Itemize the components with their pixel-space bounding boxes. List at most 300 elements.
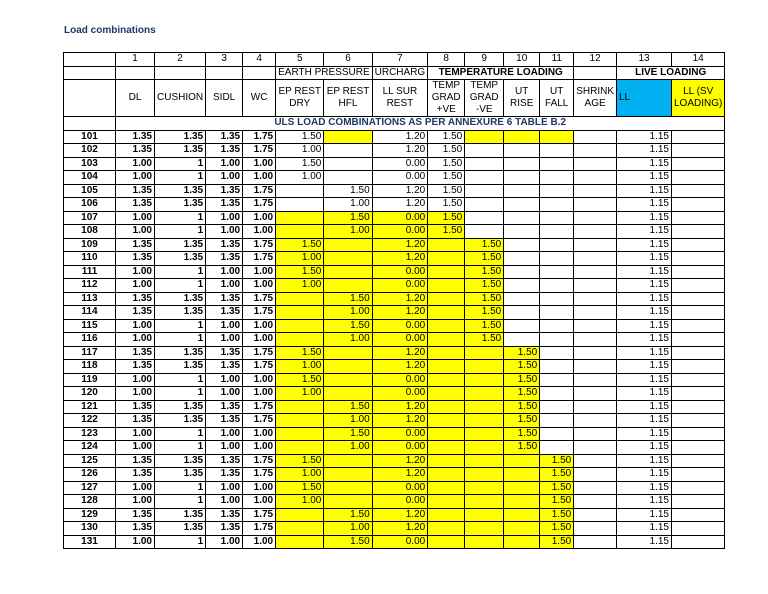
- cell-dl: 1.35: [116, 198, 155, 212]
- cell-dl: 1.00: [116, 535, 155, 549]
- cell-ep-rest-hfl: 1.00: [324, 225, 372, 239]
- col-number: 9: [465, 53, 504, 67]
- temperature-loading-group: TEMPERATURE LOADING: [428, 66, 574, 80]
- cell-ut-fall: 1.50: [540, 535, 574, 549]
- cell-temp-grad-neg: [465, 144, 504, 158]
- cell-ep-rest-dry: 1.00: [276, 279, 324, 293]
- cell-ll: 1.15: [617, 184, 672, 198]
- cell-temp-grad-pos: [428, 441, 465, 455]
- cell-dl: 1.00: [116, 373, 155, 387]
- combination-id: 127: [64, 481, 116, 495]
- table-row: [64, 157, 725, 171]
- cell-temp-grad-neg: [465, 225, 504, 239]
- cell-sidl: 1.00: [206, 373, 243, 387]
- cell-dl: 1.35: [116, 252, 155, 266]
- combination-id: 128: [64, 495, 116, 509]
- cell-ut-rise: [504, 157, 540, 171]
- table-subtitle: ULS LOAD COMBINATIONS AS PER ANNEXURE 6 TABLE B.2: [116, 117, 725, 131]
- cell-ll: 1.15: [617, 333, 672, 347]
- cell-ll-sur-rest: 1.20: [372, 346, 428, 360]
- cell-ep-rest-dry: 1.50: [276, 157, 324, 171]
- cell-ut-rise: 1.50: [504, 400, 540, 414]
- cell-dl: 1.35: [116, 292, 155, 306]
- cell-wc: 1.00: [243, 481, 276, 495]
- cell-ll-sv: [672, 400, 725, 414]
- cell-dl: 1.00: [116, 387, 155, 401]
- combination-id: 121: [64, 400, 116, 414]
- cell-ut-rise: 1.50: [504, 373, 540, 387]
- cell-temp-grad-neg: [465, 414, 504, 428]
- cell-ep-rest-dry: [276, 198, 324, 212]
- cell-ep-rest-hfl: 1.00: [324, 414, 372, 428]
- cell-ll-sv: [672, 306, 725, 320]
- cell-ll-sur-rest: 1.20: [372, 522, 428, 536]
- cell-temp-grad-neg: [465, 535, 504, 549]
- cell-sidl: 1.35: [206, 184, 243, 198]
- cell-ll: 1.15: [617, 535, 672, 549]
- earth-pressure-group: EARTH PRESSURE: [276, 66, 373, 80]
- cell-temp-grad-neg: [465, 198, 504, 212]
- cell-ep-rest-dry: 1.00: [276, 144, 324, 158]
- cell-dl: 1.35: [116, 454, 155, 468]
- cell-ep-rest-dry: [276, 535, 324, 549]
- cell-wc: 1.75: [243, 306, 276, 320]
- cell-shrinkage: [574, 427, 617, 441]
- combination-id: 104: [64, 171, 116, 185]
- cell-ep-rest-dry: 1.00: [276, 171, 324, 185]
- cell-sidl: 1.35: [206, 306, 243, 320]
- cell-ut-rise: [504, 225, 540, 239]
- cell-ep-rest-hfl: 1.00: [324, 441, 372, 455]
- col-header-dl: DL: [116, 80, 155, 117]
- cell-shrinkage: [574, 157, 617, 171]
- cell-wc: 1.00: [243, 333, 276, 347]
- cell-sidl: 1.00: [206, 441, 243, 455]
- cell-ll: 1.15: [617, 198, 672, 212]
- cell-ut-rise: 1.50: [504, 414, 540, 428]
- cell-ll-sur-rest: 1.20: [372, 252, 428, 266]
- cell-ep-rest-hfl: [324, 495, 372, 509]
- cell-dl: 1.00: [116, 265, 155, 279]
- col-number: 5: [276, 53, 324, 67]
- cell-temp-grad-neg: [465, 211, 504, 225]
- cell-dl: 1.00: [116, 225, 155, 239]
- cell-ut-rise: [504, 265, 540, 279]
- cell-sidl: 1.35: [206, 522, 243, 536]
- cell-dl: 1.35: [116, 184, 155, 198]
- cell-ut-rise: [504, 211, 540, 225]
- cell-sidl: 1.00: [206, 171, 243, 185]
- combination-id: 102: [64, 144, 116, 158]
- cell-temp-grad-pos: 1.50: [428, 144, 465, 158]
- cell-ut-fall: [540, 441, 574, 455]
- cell-ll-sur-rest: 1.20: [372, 130, 428, 144]
- cell-temp-grad-pos: [428, 238, 465, 252]
- cell-ep-rest-hfl: 1.50: [324, 292, 372, 306]
- cell-cushion: 1: [155, 157, 206, 171]
- cell-temp-grad-neg: [465, 387, 504, 401]
- cell-shrinkage: [574, 279, 617, 293]
- cell-temp-grad-neg: [465, 427, 504, 441]
- cell-ll-sv: [672, 292, 725, 306]
- combination-id: 119: [64, 373, 116, 387]
- cell-ep-rest-dry: 1.50: [276, 238, 324, 252]
- cell-shrinkage: [574, 171, 617, 185]
- cell-ll-sur-rest: 1.20: [372, 306, 428, 320]
- cell-ut-fall: [540, 333, 574, 347]
- cell-cushion: 1.35: [155, 346, 206, 360]
- combination-id: 123: [64, 427, 116, 441]
- cell-ll: 1.15: [617, 495, 672, 509]
- cell-cushion: 1: [155, 441, 206, 455]
- group-header-row: [64, 66, 725, 80]
- cell-ll: 1.15: [617, 211, 672, 225]
- table-row: [64, 360, 725, 374]
- col-header-shrinkage: SHRINK AGE: [574, 80, 617, 117]
- cell-ll-sur-rest: 0.00: [372, 265, 428, 279]
- cell-ll-sur-rest: 1.20: [372, 414, 428, 428]
- cell-wc: 1.00: [243, 373, 276, 387]
- cell-shrinkage: [574, 400, 617, 414]
- table-row: [64, 252, 725, 266]
- cell-ll-sur-rest: 0.00: [372, 373, 428, 387]
- combination-id: 103: [64, 157, 116, 171]
- combination-id: 110: [64, 252, 116, 266]
- cell-ep-rest-hfl: 1.50: [324, 211, 372, 225]
- cell-ep-rest-hfl: 1.50: [324, 400, 372, 414]
- empty-cell: [574, 66, 617, 80]
- table-row: [64, 171, 725, 185]
- combination-id: 101: [64, 130, 116, 144]
- combination-id: 126: [64, 468, 116, 482]
- combination-id: 114: [64, 306, 116, 320]
- cell-dl: 1.35: [116, 522, 155, 536]
- combination-id: 111: [64, 265, 116, 279]
- cell-dl: 1.35: [116, 130, 155, 144]
- cell-ep-rest-dry: [276, 414, 324, 428]
- cell-ll-sv: [672, 319, 725, 333]
- cell-temp-grad-neg: [465, 171, 504, 185]
- cell-shrinkage: [574, 306, 617, 320]
- cell-sidl: 1.35: [206, 454, 243, 468]
- cell-ll-sv: [672, 468, 725, 482]
- col-number: 11: [540, 53, 574, 67]
- cell-ut-rise: [504, 333, 540, 347]
- cell-temp-grad-pos: [428, 454, 465, 468]
- cell-ut-fall: 1.50: [540, 522, 574, 536]
- cell-cushion: 1.35: [155, 252, 206, 266]
- cell-dl: 1.35: [116, 400, 155, 414]
- cell-ut-fall: [540, 279, 574, 293]
- cell-dl: 1.35: [116, 238, 155, 252]
- table-row: [64, 225, 725, 239]
- cell-ll-sur-rest: 0.00: [372, 225, 428, 239]
- cell-cushion: 1: [155, 265, 206, 279]
- cell-ep-rest-dry: [276, 400, 324, 414]
- cell-ll-sv: [672, 157, 725, 171]
- cell-ll-sv: [672, 414, 725, 428]
- table-row: [64, 265, 725, 279]
- col-header-ep-rest-dry: EP REST DRY: [276, 80, 324, 117]
- col-header-temp-grad-pos: TEMP GRAD +VE: [428, 80, 465, 117]
- cell-ll-sv: [672, 387, 725, 401]
- cell-ep-rest-dry: 1.50: [276, 346, 324, 360]
- cell-ll: 1.15: [617, 522, 672, 536]
- cell-shrinkage: [574, 522, 617, 536]
- cell-ut-rise: [504, 481, 540, 495]
- cell-shrinkage: [574, 333, 617, 347]
- cell-ut-rise: 1.50: [504, 441, 540, 455]
- cell-ll-sur-rest: 1.20: [372, 292, 428, 306]
- empty-cell: [64, 80, 116, 117]
- cell-ut-rise: 1.50: [504, 360, 540, 374]
- table-row: [64, 306, 725, 320]
- cell-ll: 1.15: [617, 306, 672, 320]
- cell-cushion: 1: [155, 171, 206, 185]
- cell-temp-grad-pos: [428, 414, 465, 428]
- cell-wc: 1.00: [243, 279, 276, 293]
- cell-ll-sv: [672, 535, 725, 549]
- cell-cushion: 1: [155, 427, 206, 441]
- cell-ep-rest-hfl: [324, 265, 372, 279]
- cell-temp-grad-pos: [428, 279, 465, 293]
- table-row: [64, 468, 725, 482]
- cell-ut-fall: [540, 292, 574, 306]
- cell-dl: 1.00: [116, 171, 155, 185]
- cell-shrinkage: [574, 373, 617, 387]
- cell-temp-grad-pos: [428, 373, 465, 387]
- cell-ll: 1.15: [617, 414, 672, 428]
- table-row: [64, 508, 725, 522]
- cell-wc: 1.00: [243, 225, 276, 239]
- cell-ut-rise: [504, 495, 540, 509]
- page-title: Load combinations: [64, 25, 156, 36]
- cell-wc: 1.75: [243, 454, 276, 468]
- cell-ll-sv: [672, 171, 725, 185]
- cell-ut-fall: [540, 198, 574, 212]
- cell-wc: 1.00: [243, 319, 276, 333]
- cell-dl: 1.00: [116, 333, 155, 347]
- cell-wc: 1.75: [243, 522, 276, 536]
- table-row: [64, 400, 725, 414]
- cell-wc: 1.75: [243, 400, 276, 414]
- cell-ll-sur-rest: 0.00: [372, 171, 428, 185]
- cell-temp-grad-neg: [465, 522, 504, 536]
- combination-id: 109: [64, 238, 116, 252]
- col-number: 2: [155, 53, 206, 67]
- cell-cushion: 1.35: [155, 508, 206, 522]
- cell-ll-sur-rest: 1.20: [372, 184, 428, 198]
- cell-ep-rest-dry: [276, 508, 324, 522]
- cell-ll: 1.15: [617, 130, 672, 144]
- cell-cushion: 1.35: [155, 454, 206, 468]
- cell-temp-grad-pos: 1.50: [428, 171, 465, 185]
- cell-shrinkage: [574, 252, 617, 266]
- cell-ep-rest-hfl: [324, 454, 372, 468]
- cell-temp-grad-pos: [428, 306, 465, 320]
- cell-ll-sur-rest: 0.00: [372, 157, 428, 171]
- cell-ut-rise: [504, 238, 540, 252]
- combination-id: 118: [64, 360, 116, 374]
- cell-temp-grad-neg: [465, 157, 504, 171]
- cell-temp-grad-neg: [465, 481, 504, 495]
- cell-shrinkage: [574, 481, 617, 495]
- cell-ll-sv: [672, 211, 725, 225]
- cell-temp-grad-pos: [428, 252, 465, 266]
- combination-id: 131: [64, 535, 116, 549]
- cell-ep-rest-hfl: [324, 171, 372, 185]
- combination-id: 130: [64, 522, 116, 536]
- cell-ll: 1.15: [617, 144, 672, 158]
- col-header-ll: LL: [617, 80, 672, 117]
- table-row: [64, 198, 725, 212]
- cell-wc: 1.00: [243, 441, 276, 455]
- cell-ut-rise: [504, 508, 540, 522]
- cell-temp-grad-neg: 1.50: [465, 306, 504, 320]
- col-header-ut-fall: UT FALL: [540, 80, 574, 117]
- cell-ll-sv: [672, 225, 725, 239]
- cell-sidl: 1.35: [206, 400, 243, 414]
- cell-ll-sur-rest: 1.20: [372, 454, 428, 468]
- cell-ep-rest-dry: [276, 292, 324, 306]
- cell-sidl: 1.00: [206, 225, 243, 239]
- table-row: [64, 279, 725, 293]
- cell-ep-rest-dry: [276, 522, 324, 536]
- cell-ep-rest-dry: 1.00: [276, 360, 324, 374]
- cell-shrinkage: [574, 198, 617, 212]
- cell-sidl: 1.35: [206, 144, 243, 158]
- cell-ut-fall: [540, 360, 574, 374]
- cell-dl: 1.35: [116, 306, 155, 320]
- col-number: 13: [617, 53, 672, 67]
- cell-ll-sv: [672, 481, 725, 495]
- combination-id: 115: [64, 319, 116, 333]
- table-row: [64, 481, 725, 495]
- cell-ep-rest-dry: 1.00: [276, 387, 324, 401]
- cell-temp-grad-pos: [428, 468, 465, 482]
- cell-ut-fall: [540, 252, 574, 266]
- col-number: 10: [504, 53, 540, 67]
- col-header-temp-grad-neg: TEMP GRAD -VE: [465, 80, 504, 117]
- cell-dl: 1.35: [116, 414, 155, 428]
- cell-wc: 1.75: [243, 144, 276, 158]
- live-loading-group: LIVE LOADING: [617, 66, 725, 80]
- cell-ll-sv: [672, 427, 725, 441]
- cell-ll-sv: [672, 184, 725, 198]
- cell-sidl: 1.35: [206, 238, 243, 252]
- cell-temp-grad-neg: 1.50: [465, 265, 504, 279]
- cell-temp-grad-neg: [465, 130, 504, 144]
- cell-sidl: 1.00: [206, 279, 243, 293]
- cell-ut-fall: 1.50: [540, 468, 574, 482]
- cell-shrinkage: [574, 211, 617, 225]
- cell-ll-sv: [672, 373, 725, 387]
- table-row: [64, 319, 725, 333]
- col-number: 14: [672, 53, 725, 67]
- col-number: 8: [428, 53, 465, 67]
- cell-ut-rise: [504, 522, 540, 536]
- table-row: [64, 522, 725, 536]
- cell-ll-sur-rest: 0.00: [372, 427, 428, 441]
- cell-sidl: 1.35: [206, 252, 243, 266]
- cell-ll-sv: [672, 522, 725, 536]
- cell-ll-sv: [672, 508, 725, 522]
- cell-wc: 1.00: [243, 211, 276, 225]
- cell-ep-rest-dry: 1.00: [276, 252, 324, 266]
- surcharge-group: URCHARG: [372, 66, 428, 80]
- cell-sidl: 1.00: [206, 319, 243, 333]
- cell-wc: 1.00: [243, 171, 276, 185]
- cell-ut-rise: 1.50: [504, 346, 540, 360]
- cell-ll-sur-rest: 0.00: [372, 279, 428, 293]
- col-header-ll-sur-rest: LL SUR REST: [372, 80, 428, 117]
- cell-ll-sur-rest: 1.20: [372, 400, 428, 414]
- cell-temp-grad-neg: [465, 495, 504, 509]
- cell-sidl: 1.00: [206, 427, 243, 441]
- col-number: 1: [116, 53, 155, 67]
- empty-cell: [116, 66, 155, 80]
- cell-cushion: 1: [155, 279, 206, 293]
- cell-ll-sur-rest: 1.20: [372, 508, 428, 522]
- table-row: [64, 495, 725, 509]
- table-row: [64, 387, 725, 401]
- combination-id: 117: [64, 346, 116, 360]
- cell-ut-fall: [540, 171, 574, 185]
- cell-temp-grad-neg: 1.50: [465, 319, 504, 333]
- cell-ll-sur-rest: 1.20: [372, 360, 428, 374]
- cell-ep-rest-hfl: 1.50: [324, 535, 372, 549]
- col-number: 6: [324, 53, 372, 67]
- cell-ep-rest-dry: 1.00: [276, 468, 324, 482]
- cell-ut-rise: [504, 130, 540, 144]
- cell-sidl: 1.00: [206, 535, 243, 549]
- cell-shrinkage: [574, 346, 617, 360]
- cell-ll: 1.15: [617, 319, 672, 333]
- cell-ut-fall: [540, 346, 574, 360]
- cell-ll-sur-rest: 1.20: [372, 144, 428, 158]
- cell-wc: 1.75: [243, 130, 276, 144]
- empty-cell: [64, 117, 116, 131]
- cell-ep-rest-hfl: 1.50: [324, 427, 372, 441]
- cell-ep-rest-dry: [276, 319, 324, 333]
- cell-cushion: 1.35: [155, 360, 206, 374]
- cell-ll-sv: [672, 130, 725, 144]
- cell-sidl: 1.00: [206, 387, 243, 401]
- cell-dl: 1.35: [116, 144, 155, 158]
- cell-ll: 1.15: [617, 279, 672, 293]
- cell-sidl: 1.35: [206, 130, 243, 144]
- cell-temp-grad-neg: [465, 360, 504, 374]
- cell-sidl: 1.35: [206, 360, 243, 374]
- cell-cushion: 1.35: [155, 144, 206, 158]
- cell-ut-fall: [540, 427, 574, 441]
- cell-shrinkage: [574, 508, 617, 522]
- cell-ll-sv: [672, 441, 725, 455]
- cell-dl: 1.00: [116, 319, 155, 333]
- cell-wc: 1.75: [243, 238, 276, 252]
- cell-cushion: 1.35: [155, 400, 206, 414]
- cell-cushion: 1: [155, 211, 206, 225]
- col-header-cushion: CUSHION: [155, 80, 206, 117]
- cell-ll-sv: [672, 360, 725, 374]
- subtitle-row: [64, 117, 725, 131]
- cell-ut-rise: [504, 144, 540, 158]
- col-number: 7: [372, 53, 428, 67]
- cell-cushion: 1.35: [155, 130, 206, 144]
- cell-shrinkage: [574, 468, 617, 482]
- cell-ut-fall: [540, 400, 574, 414]
- cell-ll: 1.15: [617, 468, 672, 482]
